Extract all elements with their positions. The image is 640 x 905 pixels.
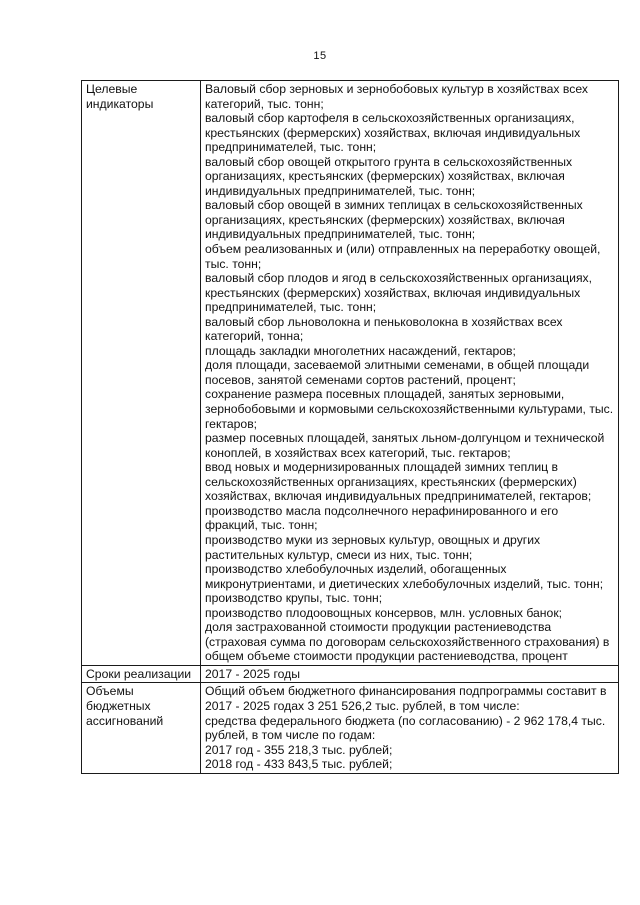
value-line: 2017 год - 355 218,3 тыс. рублей; xyxy=(205,742,393,757)
value-line: Общий объем бюджетного финансирования подпрограммы составит в 2017 - 2025 годах 3 251 526,2 тыс. рублей, в том числе: xyxy=(205,684,607,713)
value-line: производство масла подсолнечного нерафинированного и его фракций, тыс. тонн; xyxy=(205,503,559,533)
row-value xyxy=(201,683,619,773)
table-body xyxy=(82,81,619,774)
value-line: валовый сбор картофеля в сельскохозяйственных организациях, крестьянских (фермерских) хозяйствах, включая индивидуальных предпринимателей, тыс. тонн; xyxy=(205,111,581,155)
row-value xyxy=(201,81,619,666)
value-line: валовый сбор овощей в зимних теплицах в сельскохозяйственных организациях, крестьянских (фермерских) хозяйствах, включая индивидуальных предпринимателей, тыс. тонн; xyxy=(205,198,583,242)
row-value xyxy=(201,665,619,683)
value-line: объем реализованных и (или) отправленных на переработку овощей, тыс. тонн; xyxy=(205,242,601,271)
value-line: валовый сбор плодов и ягод в сельскохозяйственных организациях, крестьянских (фермерских) хозяйствах, включая индивидуальных предпринимателей, тыс. тонн; xyxy=(205,271,593,315)
row-label: Сроки реализации xyxy=(82,665,201,683)
value-line: производство крупы, тыс. тонн; xyxy=(205,591,383,606)
value-line: сохранение размера посевных площадей, занятых зерновыми, зернобобовыми и кормовыми сельскохозяйственными культурами, тыс. гектаров; xyxy=(205,387,614,431)
value-line: Валовый сбор зерновых и зернобобовых культур в хозяйствах всех категорий, тыс. тонн; xyxy=(205,82,588,111)
subprogram-passport-table xyxy=(81,80,619,774)
value-line: доля застрахованной стоимости продукции растениеводства (страховая сумма по договорам сельскохозяйственного страхования) в общем объеме стоимости продукции растениеводства, процент xyxy=(205,620,610,664)
table-row xyxy=(82,81,619,666)
value-line: площадь закладки многолетних насаждений, гектаров; xyxy=(205,343,516,358)
value-line: размер посевных площадей, занятых льном-долгунцом и технической коноплей, в хозяйствах всех категорий, тыс. гектаров; xyxy=(205,431,605,460)
value-line: валовый сбор овощей открытого грунта в сельскохозяйственных организациях, крестьянских (фермерских) хозяйствах, включая индивидуальных предпринимателей, тыс. тонн; xyxy=(205,154,573,198)
value-line: валовый сбор льноволокна и пеньковолокна в хозяйствах всех категорий, тонна; xyxy=(205,314,563,344)
value-line: 2017 - 2025 годы xyxy=(205,666,301,681)
table-row xyxy=(82,665,619,683)
value-line: доля площади, засеваемой элитными семенами, в общей площади посевов, занятой семенами сортов растений, процент; xyxy=(205,358,590,387)
value-line: производство хлебобулочных изделий, обогащенных микронутриентами, и диетических хлебобулочных изделий, тыс. тонн; xyxy=(205,562,604,591)
row-label: Целевые индикаторы xyxy=(82,81,201,666)
value-line: производство муки из зерновых культур, овощных и других растительных культур, смеси из них, тыс. тонн; xyxy=(205,532,541,562)
value-line: ввод новых и модернизированных площадей зимних теплиц в сельскохозяйственных организациях, крестьянских (фермерских) хозяйствах, включая индивидуальных предпринимателей, гектаров; xyxy=(205,460,592,504)
row-label: Объемы бюджетных ассигнований xyxy=(82,683,201,773)
page-number: 15 xyxy=(313,50,327,62)
value-line: 2018 год - 433 843,5 тыс. рублей; xyxy=(205,757,393,772)
value-line: производство плодоовощных консервов, млн. условных банок; xyxy=(205,605,563,620)
table-row xyxy=(82,683,619,773)
value-line: средства федерального бюджета (по согласованию) - 2 962 178,4 тыс. рублей, в том числе по годам: xyxy=(205,713,606,743)
